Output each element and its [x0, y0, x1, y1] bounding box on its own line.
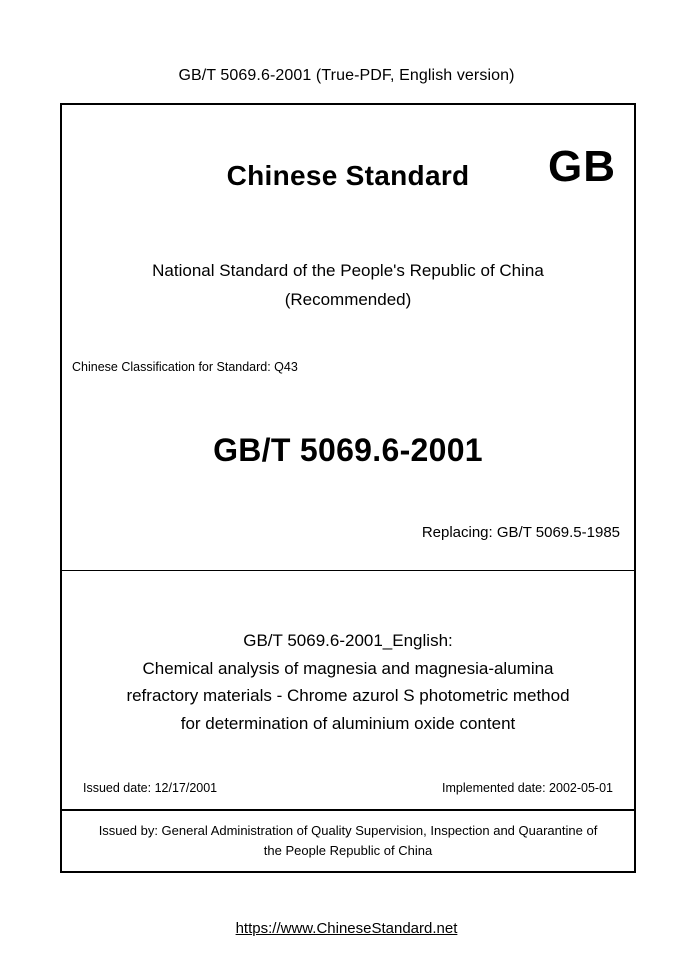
standard-number: GB/T 5069.6-2001 — [213, 431, 483, 468]
standard-title-line-2: Chemical analysis of magnesia and magnesia-alumina — [142, 658, 554, 678]
standard-title-line-4: for determination of aluminium oxide content — [180, 713, 516, 733]
issued-date: Issued date: 12/17/2001 — [83, 781, 218, 795]
footer-website-link-text: https://www.ChineseStandard.net — [235, 920, 458, 937]
standard-title — [80, 571, 616, 737]
page-header-caption: GB/T 5069.6-2001 (True-PDF, English version) — [178, 67, 515, 84]
national-standard-line-2: (Recommended) — [284, 289, 412, 309]
issuer-block — [62, 811, 634, 871]
footer-website-link[interactable] — [0, 920, 693, 937]
national-standard-line-1: National Standard of the People's Republic of China — [152, 261, 544, 280]
standard-title-line-1: GB/T 5069.6-2001_English: — [243, 631, 453, 650]
issuer-line-1: Issued by: General Administration of Quality Supervision, Inspection and Quarantine of — [98, 823, 598, 838]
cover-upper-block — [62, 105, 634, 571]
national-standard-label — [62, 192, 634, 315]
issuer-line-2: the People Republic of China — [263, 842, 433, 858]
gb-logo: GB — [548, 142, 616, 191]
cover-heading: Chinese Standard — [226, 160, 470, 191]
cover-title-block — [62, 571, 634, 811]
date-row — [80, 781, 616, 795]
replacing-note: Replacing: GB/T 5069.5-1985 — [421, 523, 620, 541]
classification-code: Chinese Classification for Standard: Q43 — [72, 359, 298, 374]
implemented-date: Implemented date: 2002-05-01 — [442, 781, 613, 795]
cover-frame — [60, 103, 636, 873]
standard-title-line-3: refractory materials - Chrome azurol S photometric method — [126, 686, 570, 706]
